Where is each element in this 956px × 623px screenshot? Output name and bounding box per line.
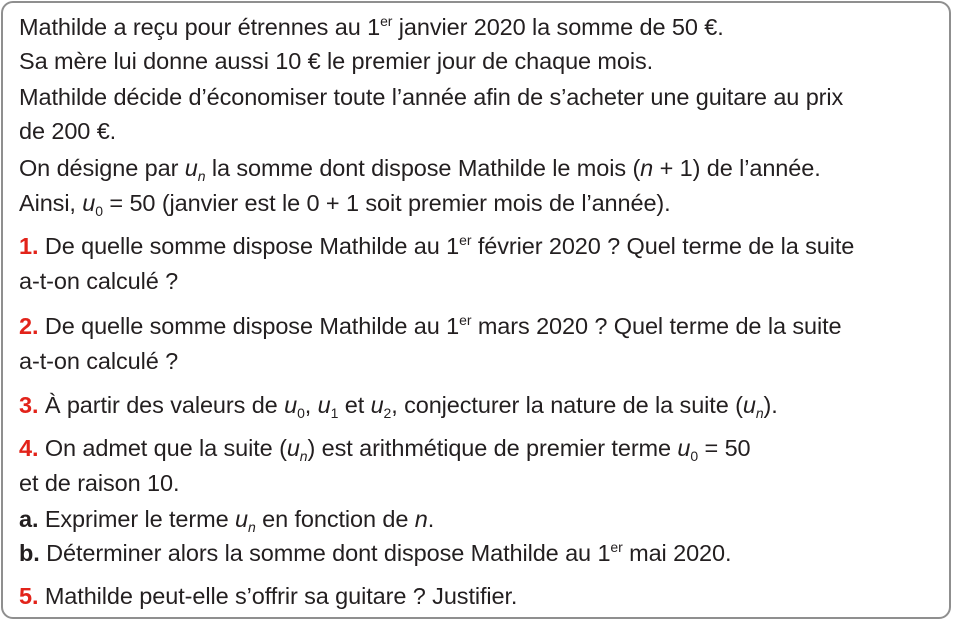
question-4a: a. Exprimer le terme $u_n$ en fonction de n. [19,506,435,535]
question-5: 5. Mathilde peut-elle s’offrir sa guitare ? Justifier. [19,583,518,609]
intro-line-1: Mathilde a reçu pour étrennes au 1er janvier 2020 la somme de 50 €. [19,13,724,40]
question-3-number: 3. [19,392,39,418]
question-4-cont: et de raison 10. [19,470,180,496]
intro-line-2: Sa mère lui donne aussi 10 € le premier jour de chaque mois. [19,48,654,74]
intro-line-4: de 200 €. [19,118,117,144]
question-2-cont: a-t-on calculé ? [19,348,179,374]
question-4b: b. Déterminer alors la somme dont dispose Mathilde au 1er mai 2020. [19,539,732,566]
question-4-number: 4. [19,435,39,461]
question-1-cont: a-t-on calculé ? [19,268,179,294]
intro-line-6: Ainsi, $u_0 = 50$ (janvier est le 0 + 1 soit premier mois de l’année). [19,190,671,219]
intro-line-3: Mathilde décide d’économiser toute l’année afin de s’acheter une guitare au prix [19,84,844,110]
question-2: 2. De quelle somme dispose Mathilde au 1er mars 2020 ? Quel terme de la suite [19,312,842,339]
question-1-number: 1. [19,233,39,259]
question-4: 4. On admet que la suite $(u_n)$ est arithmétique de premier terme $u_0 = 50$ [19,435,751,464]
question-5-number: 5. [19,583,39,609]
intro-line-5: On désigne par $u_n$ la somme dont dispose Mathilde le mois (n + 1) de l’année. [19,155,821,184]
question-2-number: 2. [19,313,39,339]
question-1: 1. De quelle somme dispose Mathilde au 1er février 2020 ? Quel terme de la suite [19,232,855,259]
question-3: 3. À partir des valeurs de $u_0$, $u_1$ et $u_2$, conjecturer la nature de la suite $(u_n)$. [19,392,778,421]
